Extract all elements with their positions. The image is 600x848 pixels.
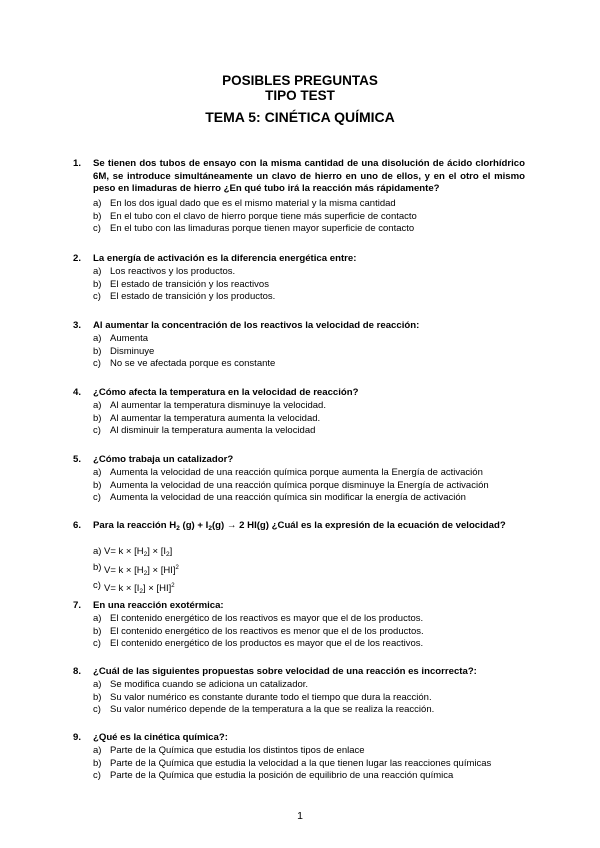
- option-letter: a): [93, 198, 102, 209]
- option-a: [93, 745, 525, 758]
- option-letter: b): [93, 625, 102, 637]
- option-letter: c): [93, 358, 101, 370]
- option-c: [93, 425, 525, 438]
- option-formula: $V= k \times [H_2] \times [I_2]$: [104, 546, 173, 558]
- question-number: 2.: [73, 253, 82, 264]
- question-text: Se tienen dos tubos de ensayo con la misma cantidad de una disolución de ácido clorhídrico 6M, se introduce simultáneamente un clavo de hierro en uno de ellos, y en el otro el mismo peso en limaduras de hierro ¿En qué tubo irá la reacción más rápidamente?: [93, 158, 525, 195]
- option-text: Aumenta la velocidad de una reacción química porque disminuye la Energía de activación: [110, 479, 489, 491]
- option-a: [93, 400, 525, 413]
- option-text: En el tubo con el clavo de hierro porque tiene más superficie de contacto: [110, 210, 417, 222]
- question-text: En una reacción exotérmica:: [93, 600, 224, 611]
- option-letter: c): [93, 580, 101, 592]
- options-list: [93, 400, 525, 438]
- option-letter: b): [93, 345, 102, 357]
- option-text: El estado de transición y los reactivos: [110, 278, 269, 290]
- option-b: [93, 480, 525, 493]
- document-subtitle: TEMA 5: CINÉTICA QUÍMICA: [205, 109, 395, 125]
- option-text: Parte de la Química que estudia la posición de equilibrio de una reacción química: [110, 770, 454, 782]
- question-number: 4.: [73, 387, 82, 398]
- option-text: El estado de transición y los productos.: [110, 291, 276, 303]
- question-number: 9.: [73, 732, 82, 743]
- option-text: Parte de la Química que estudia los distintos tipos de enlace: [110, 745, 365, 756]
- option-a: [93, 467, 525, 480]
- question-number: 8.: [73, 666, 82, 677]
- option-letter: c): [93, 291, 101, 303]
- option-a: [93, 613, 525, 626]
- question-number: 3.: [73, 320, 82, 331]
- option-letter: c): [93, 638, 101, 650]
- option-b: [93, 346, 525, 359]
- option-text: En los dos igual dado que es el mismo material y la misma cantidad: [110, 198, 396, 209]
- option-a: [93, 266, 525, 279]
- options-list: [93, 613, 525, 651]
- option-c: [93, 291, 525, 304]
- option-letter: b): [93, 479, 102, 491]
- option-text: Aumenta: [110, 333, 149, 344]
- option-letter: a): [93, 679, 102, 690]
- option-text: Su valor numérico depende de la temperatura a la que se realiza la reacción.: [110, 704, 435, 716]
- option-text: Su valor numérico es constante durante todo el tiempo que dura la reacción.: [110, 691, 432, 703]
- option-b: [93, 692, 525, 705]
- option-letter: b): [93, 210, 102, 222]
- question-text: La energía de activación es la diferencia energética entre:: [93, 253, 357, 264]
- option-a: [93, 198, 525, 211]
- page-number: 1: [297, 810, 303, 822]
- option-text: Parte de la Química que estudia la velocidad a la que tienen lugar las reacciones químicas: [110, 757, 492, 769]
- option-c: [93, 358, 525, 371]
- option-text: Aumenta la velocidad de una reacción química sin modificar la energía de activación: [110, 492, 466, 504]
- option-text: Disminuye: [110, 345, 155, 357]
- question-text: Al aumentar la concentración de los reactivos la velocidad de reacción:: [93, 320, 420, 331]
- document-title-line-2: TIPO TEST: [265, 88, 335, 103]
- option-text: En el tubo con las limaduras porque tienen mayor superficie de contacto: [110, 223, 415, 235]
- option-b: [93, 279, 525, 292]
- options-list: [93, 745, 525, 783]
- question-text: ¿Qué es la cinética química?:: [93, 732, 228, 743]
- option-text: El contenido energético de los productos es mayor que el de los reactivos.: [110, 638, 424, 650]
- options-list: [93, 546, 525, 599]
- option-letter: b): [93, 757, 102, 769]
- option-letter: a): [93, 266, 102, 277]
- option-b: [93, 758, 525, 771]
- option-a: [93, 679, 525, 692]
- option-b: [93, 211, 525, 224]
- options-list: [93, 333, 525, 371]
- question-number: 1.: [73, 158, 82, 169]
- option-letter: c): [93, 770, 101, 782]
- question-number: 7.: [73, 600, 82, 611]
- option-letter: c): [93, 704, 101, 716]
- question-text: ¿Cómo afecta la temperatura en la velocidad de reacción?: [93, 387, 359, 398]
- question-text: Para la reacción $H_2$ $(g) + I_2(g) \to 2$ HI(g) ¿Cuál es la expresión de la ecuación de velocidad?: [93, 520, 506, 532]
- option-letter: c): [93, 425, 101, 437]
- option-letter: c): [93, 492, 101, 504]
- option-c: [93, 704, 525, 717]
- option-formula: $V= k \times [I_2] \times [HI]^2$: [104, 583, 175, 596]
- option-b: [93, 626, 525, 639]
- option-text: Al aumentar la temperatura aumenta la velocidad.: [110, 412, 321, 424]
- option-letter: a): [93, 400, 102, 411]
- question-text: ¿Cómo trabaja un catalizador?: [93, 454, 234, 465]
- option-letter: a): [93, 467, 102, 478]
- options-list: [93, 198, 525, 236]
- option-text: Los reactivos y los productos.: [110, 266, 236, 277]
- options-list: [93, 679, 525, 717]
- option-text: El contenido energético de los reactivos es menor que el de los productos.: [110, 625, 424, 637]
- option-c: [93, 580, 525, 599]
- question-number: 5.: [73, 454, 82, 465]
- option-text: Aumenta la velocidad de una reacción química porque aumenta la Energía de activación: [110, 467, 483, 478]
- option-c: [93, 223, 525, 236]
- options-list: [93, 266, 525, 304]
- option-letter: b): [93, 561, 102, 573]
- option-letter: a): [93, 745, 102, 756]
- option-letter: b): [93, 412, 102, 424]
- option-letter: c): [93, 223, 101, 235]
- options-list: [93, 467, 525, 505]
- option-letter: b): [93, 278, 102, 290]
- option-text: El contenido energético de los reactivos es mayor que el de los productos.: [110, 613, 424, 624]
- option-letter: a): [93, 333, 102, 344]
- option-c: [93, 770, 525, 783]
- question-number: 6.: [73, 520, 82, 531]
- option-text: No se ve afectada porque es constante: [110, 358, 276, 370]
- option-a: [93, 333, 525, 346]
- option-c: [93, 638, 525, 651]
- option-letter: a): [93, 546, 102, 557]
- option-text: Al aumentar la temperatura disminuye la velocidad.: [110, 400, 326, 411]
- option-formula: $V= k \times [H_2] \times [HI]^2$: [104, 564, 179, 577]
- option-text: Al disminuir la temperatura aumenta la velocidad: [110, 425, 316, 437]
- option-b: [93, 413, 525, 426]
- document-title-line-1: POSIBLES PREGUNTAS: [222, 73, 378, 88]
- option-letter: b): [93, 691, 102, 703]
- option-a: [93, 546, 525, 562]
- option-b: [93, 562, 525, 581]
- option-text: Se modifica cuando se adiciona un catalizador.: [110, 679, 309, 690]
- option-c: [93, 492, 525, 505]
- question-text: ¿Cuál de las siguientes propuestas sobre velocidad de una reacción es incorrecta?:: [93, 666, 477, 677]
- option-letter: a): [93, 613, 102, 624]
